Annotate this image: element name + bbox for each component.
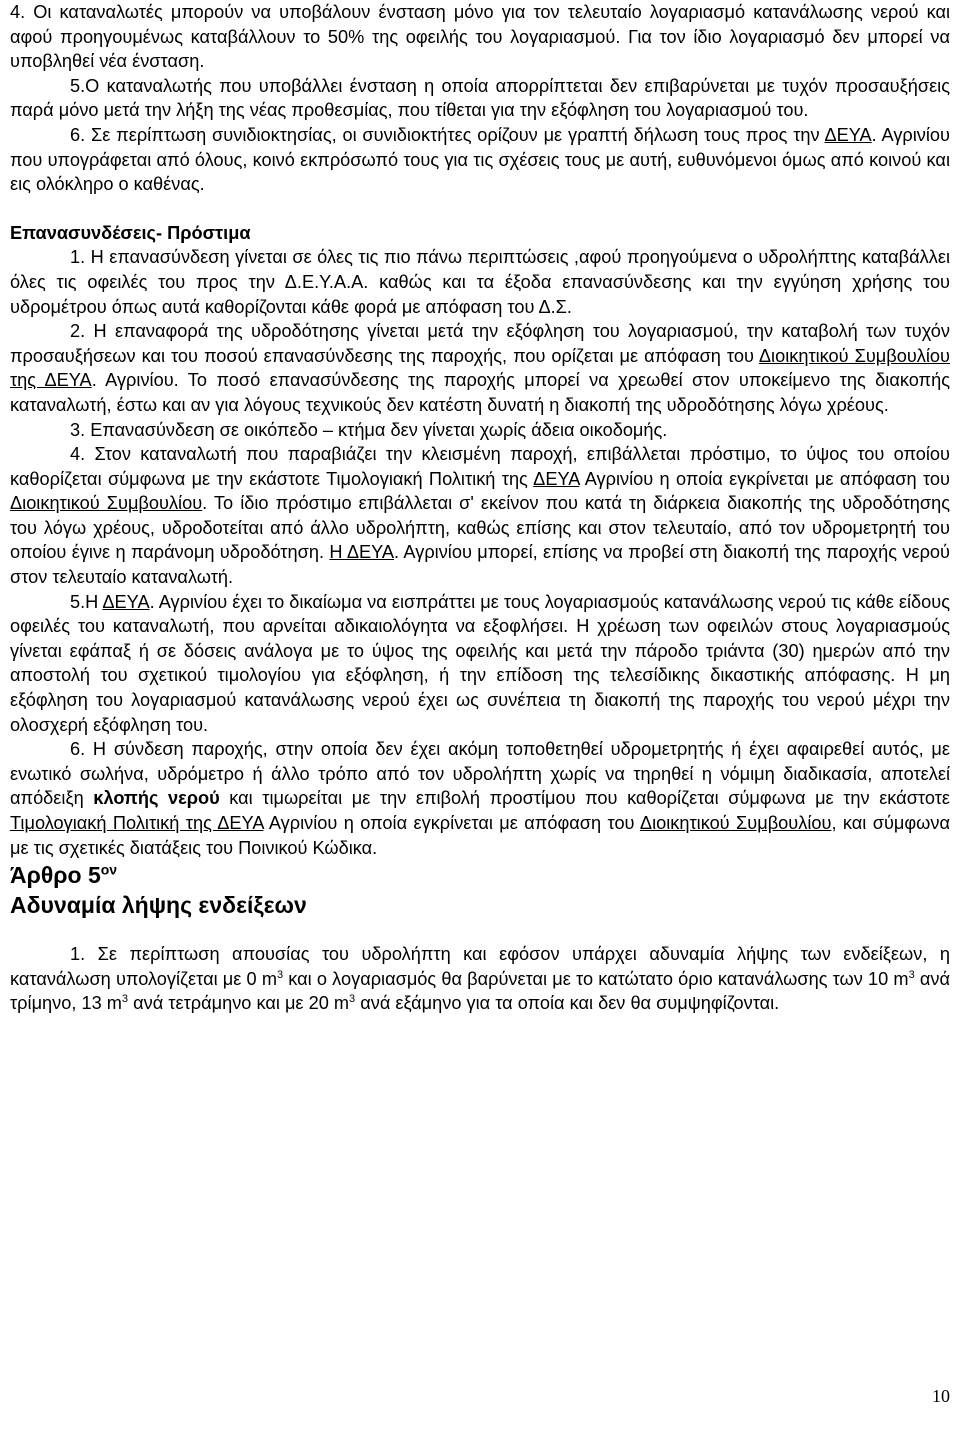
text: Διοικητικού Συμβουλίου [639,813,832,833]
article-title [10,860,950,890]
superscript: 3 [277,968,284,981]
text: 4. [70,444,86,465]
text: κλοπής νερού [93,788,220,809]
paragraph-reconnect-2 [10,319,950,417]
text: Άρθρο 5 [10,862,101,889]
text: ΔΕΥΑ [824,124,872,145]
superscript: ον [100,861,118,878]
text: ανά τετράμηνο και με 20 m [128,993,350,1014]
document-page [10,0,950,1016]
text: 6. [70,124,86,145]
text: Διοικητικού Συμβουλίου [10,493,203,514]
text: Αγρινίου η οποία εγκρίνεται με απόφαση του [263,813,640,833]
text: 1. Σε περίπτωση απουσίας του υδρολήπτη και εφόσον υπάρχει αδυναμία λήψης των ενδείξεων, η κατανάλωση υπολογίζεται με 0 m [10,944,950,989]
text: 4. Οι καταναλωτές μπορούν να υποβάλουν ένσταση μόνο για τον τελευταίο λογαριασμό κατανάλωσης νερού και αφού προηγουμένως καταβάλλουν το 50% της οφειλής του λογαριασμού. Για τον ίδιο λογαριασμό δεν μπορεί να υποβληθεί νέα ένσταση. [10,2,950,72]
text: ΔΕΥΑ [102,591,150,612]
paragraph-reconnect-5 [10,590,950,738]
text: Διοικητικού Συμβουλίου της ΔΕΥΑ [10,345,950,391]
text: . Αγρινίου έχει το δικαίωμα να εισπράττει με τους λογαριασμούς κατανάλωσης νερού τις κάθε είδους οφειλές του καταναλωτή, που αρνείται αδικαιολόγητα να εξοφλήσει. Η χρέωση των οφειλών στους λογαριασμούς γίνεται εφάπαξ ή σε δόσεις ανάλογα με το ύψος της οφειλής και μετά την πάροδο τριάντα (30) ημερών από την αποστολή του σχετικού τιμολογίου για εξόφληση, ή την επίδοση της τελεσίδικης δικαστικής απόφασης. Η μη εξόφληση του λογαριασμού κατανάλωσης νερού έχει ως συνέπεια τη διακοπή της παροχής του νερού μέχρι την ολοσχερή εξόφληση του. [10,591,950,735]
paragraph-top-5 [10,74,950,123]
paragraph-top-6 [10,123,950,197]
text: . Αγρινίου μπορεί, επίσης να προβεί στη διακοπή της παροχής νερού στον τελευταίο καταναλωτή. [10,542,950,588]
text: . Αγρινίου. Το ποσό επανασύνδεσης της παροχής μπορεί να χρεωθεί στον υποκείμενο της διακοπής καταναλωτή, έστω και αν για λόγους τεχνικούς δεν κατέστη δυνατή η διακοπή της υδροδότησης λόγω χρέους. [10,370,950,415]
page-number: 10 [932,1386,950,1406]
text: 3. Επανασύνδεση σε οικόπεδο – κτήμα δεν γίνεται χωρίς άδεια οικοδομής. [70,419,668,440]
text: 1. Η επανασύνδεση γίνεται σε όλες τις πιο πάνω περιπτώσεις ,αφού προηγούμενα ο υδρολήπτης καταβάλλει όλες τις οφειλές του προς την Δ.Ε.Υ.Α.Α. καθώς και τα έξοδα επανασύνδεσης και την εγγύηση χρήσης του υδρομέτρου όπως αυτά καθορίζονται κάθε φορά με απόφαση του Δ.Σ. [10,247,950,317]
text: και ο λογαριασμός θα βαρύνεται με το κατώτατο όριο κατανάλωσης των 10 m [283,968,909,989]
superscript: 3 [349,993,356,1006]
superscript: 3 [121,993,129,1006]
text: 5.Η [70,591,103,612]
text: Στον καταναλωτή που παραβιάζει την κλεισμένη παροχή, επιβάλλεται πρόστιμο, το ύψος του οποίου καθορίζεται σύμφωνα με την εκάστοτε Τιμολογιακή Πολιτική της [10,444,950,489]
text: Τιμολογιακή Πολιτική της ΔΕΥΑ [10,813,264,833]
text: 5.Ο καταναλωτής που υποβάλλει ένσταση η οποία απορρίπτεται δεν επιβαρύνεται με τυχόν προσαυξήσεις παρά μόνο μετά την λήξη της νέας προθεσμίας, που τίθεται για την εξόφληση του λογαριασμού του. [10,75,950,121]
text: ανά τρίμηνο, 13 m [10,968,950,1014]
text: ανά εξάμηνο για τα οποία και δεν θα συμψηφίζονται. [355,993,780,1014]
text: και τιμωρείται με την επιβολή προστίμου που καθορίζεται σύμφωνα με την εκάστοτε [219,788,950,809]
text: . Το ίδιο πρόστιμο επιβάλλεται σ' εκείνον που κατά τη διάρκεια διακοπής της υδροδότησης του λόγω χρέους, υδροδοτείται από άλλο υδρολήπτη, καθώς επίσης και στον τελευταίο, από τον υδρομετρητή του οποίου έγινε η παράνομη υδροδότηση. [10,493,950,563]
paragraph-article-1 [10,942,950,1016]
superscript: 3 [908,968,915,981]
text: Η ΔΕΥΑ [329,542,395,563]
paragraph-reconnect-3 [10,418,950,443]
text: 2. [70,321,86,342]
paragraph-top-4 [10,0,950,74]
paragraph-reconnect-6 [10,737,950,860]
text: Αγρινίου η οποία εγκρίνεται με απόφαση του [579,468,950,489]
paragraph-reconnect-4 [10,442,950,590]
article-subtitle: Αδυναμία λήψης ενδείξεων [10,892,307,919]
text: . Αγρινίου που υπογράφεται από όλους, κοινό εκπρόσωπό τους για τις σχέσεις τους με αυτή, ευθυνόμενοι όμως από κοινού και εις ολόκληρο ο καθένας. [10,124,950,195]
text: ΔΕΥΑ [533,468,580,489]
text: Η επαναφορά της υδροδότησης γίνεται μετά την εξόφληση του λογαριασμού, την καταβολή των τυχόν προσαυξήσεων και του ποσού επανασύνδεσης της παροχής, που ορίζεται με απόφαση του [10,321,950,366]
text: 6. Η σύνδεση παροχής, στην οποία δεν έχει ακόμη τοποθετηθεί υδρομετρητής ή έχει αφαιρεθεί αυτός, με ενωτικό σωλήνα, υδρόμετρο ή άλλο τρόπο από τον υδρολήπτη χωρίς να τηρηθεί η νόμιμη διαδικασία, αποτελεί απόδειξη [10,739,950,809]
section-heading: Επανασυνδέσεις- Πρόστιμα [10,222,251,243]
text: Σε περίπτωση συνιδιοκτησίας, οι συνιδιοκτήτες ορίζουν με γραπτή δήλωση τους προς την [85,124,825,145]
text: , και σύμφωνα με τις σχετικές διατάξεις του Ποινικού Κώδικα. [10,813,950,858]
paragraph-reconnect-1 [10,245,950,319]
